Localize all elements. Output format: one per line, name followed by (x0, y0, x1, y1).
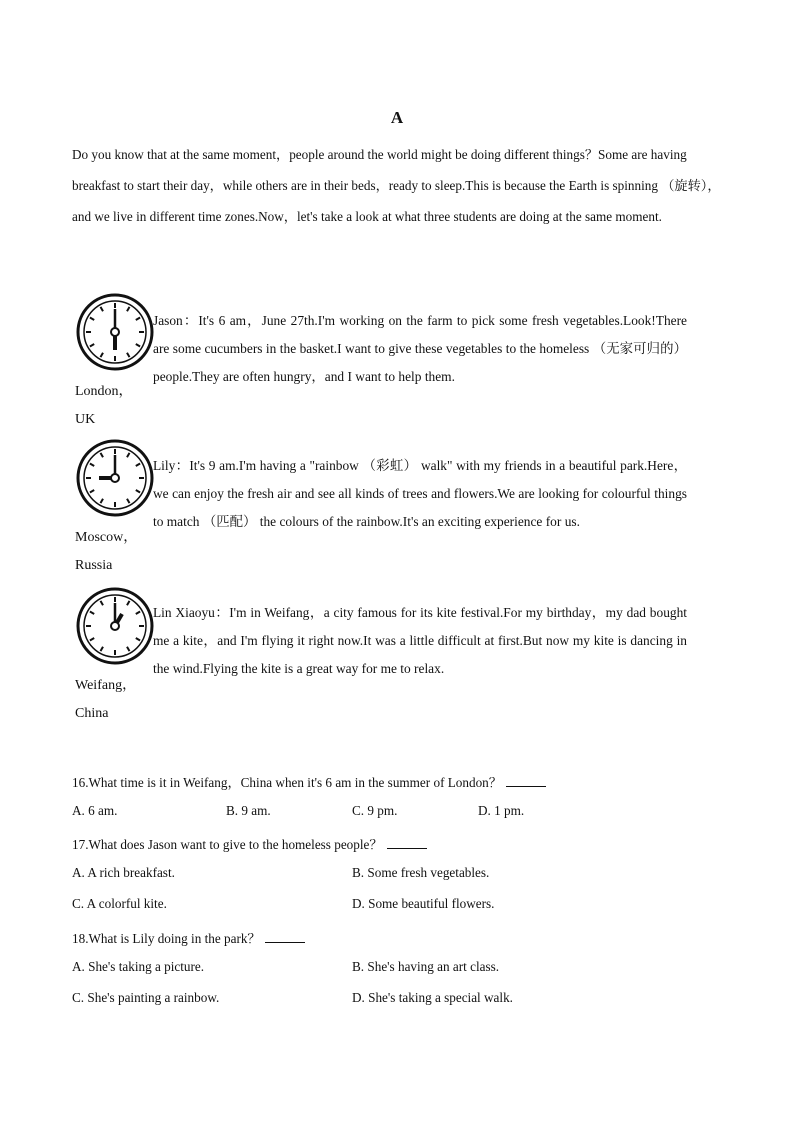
country-label: China (75, 706, 109, 721)
answer-blank[interactable] (506, 774, 546, 787)
question-18 (72, 928, 305, 947)
answer-blank[interactable] (387, 836, 427, 849)
option-16-b[interactable]: B. 9 am. (226, 803, 271, 818)
intro-paragraph: Do you know that at the same moment，people around the world might be doing different things？Some are having breakfast to start their day，while others are in their beds，ready to sleep.This is because the Earth is spinning （旋转），and we live in different time zones.Now，let's take a look at what three students are doing at the same moment. (72, 147, 721, 224)
passage-title: A (390, 108, 404, 127)
question-number: 17. (72, 837, 89, 852)
city-label: London， (75, 384, 133, 399)
option-18-b[interactable]: B. She's having an art class. (352, 959, 500, 974)
option-17-c[interactable]: C. A colorful kite. (72, 896, 167, 911)
option-17-a[interactable]: A. A rich breakfast. (72, 865, 175, 880)
question-17 (72, 834, 427, 853)
option-18-a[interactable]: A. She's taking a picture. (72, 959, 205, 974)
country-label: UK (75, 412, 96, 427)
country-label: Russia (75, 558, 113, 573)
question-16 (72, 772, 546, 791)
city-label: Weifang， (75, 678, 137, 693)
option-16-d[interactable]: D. 1 pm. (478, 803, 525, 818)
option-18-c[interactable]: C. She's painting a rainbow. (72, 990, 220, 1005)
answer-blank[interactable] (265, 930, 305, 943)
clock-icon-6am (75, 292, 155, 372)
question-number: 16. (72, 775, 89, 790)
question-number: 18. (72, 931, 89, 946)
student-story: Lily：It's 9 am.I'm having a "rainbow （彩虹） walk" with my friends in a beautiful park.Here，we can enjoy the fresh air and see all kinds of trees and flowers.We are looking for colourful things to match （匹配） the colours of the rainbow.It's an exciting experience for us. (153, 458, 687, 529)
clock-icon-1pm (75, 586, 155, 666)
question-text: What does Jason want to give to the homeless people？ (88, 837, 383, 852)
option-17-d[interactable]: D. Some beautiful flowers. (352, 896, 495, 911)
city-label: Moscow， (75, 530, 138, 545)
option-18-d[interactable]: D. She's taking a special walk. (352, 990, 513, 1005)
student-story: Lin Xiaoyu：I'm in Weifang，a city famous for its kite festival.For my birthday，my dad bought me a kite，and I'm flying it right now.It was a little difficult at first.But now my kite is dancing in the wind.Flying the kite is a great way for me to relax. (153, 605, 687, 676)
question-text: What time is it in Weifang，China when it's 6 am in the summer of London？ (88, 775, 502, 790)
question-text: What is Lily doing in the park？ (88, 931, 261, 946)
option-16-c[interactable]: C. 9 pm. (352, 803, 398, 818)
option-17-b[interactable]: B. Some fresh vegetables. (352, 865, 490, 880)
option-16-a[interactable]: A. 6 am. (72, 803, 118, 818)
student-story: Jason：It's 6 am，June 27th.I'm working on the farm to pick some fresh vegetables.Look!There are some cucumbers in the basket.I want to give these vegetables to the homeless （无家可归的） people.They are often hungry，and I want to help them. (153, 313, 687, 384)
clock-icon-9am (75, 438, 155, 518)
